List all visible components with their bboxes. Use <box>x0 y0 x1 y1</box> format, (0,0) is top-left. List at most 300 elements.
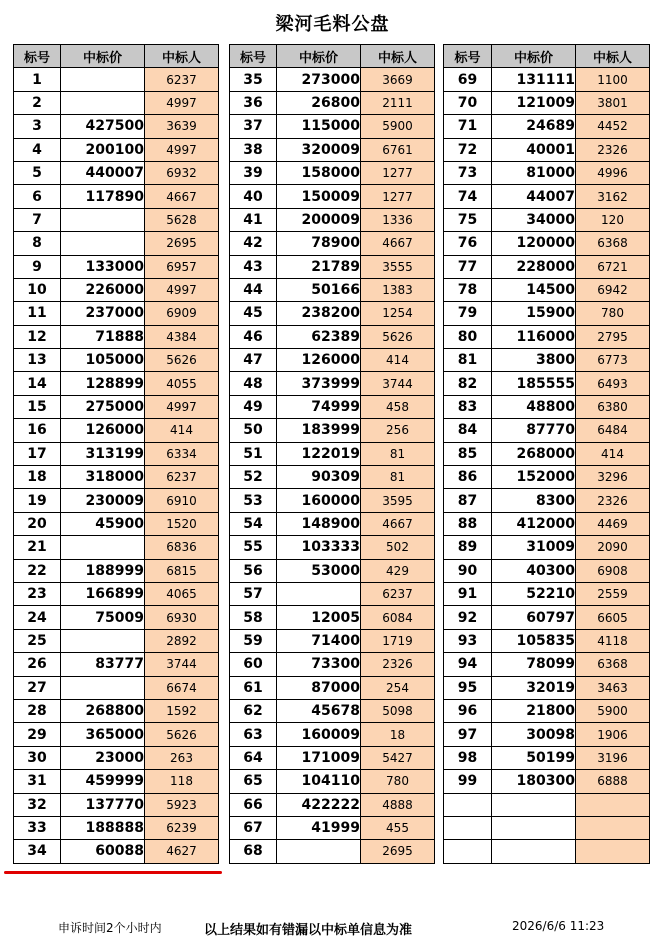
winner-id-cell: 6334 <box>145 442 219 465</box>
winner-id-cell: 6908 <box>576 559 650 582</box>
winner-id-cell: 6932 <box>145 161 219 184</box>
winner-id-cell: 2326 <box>576 138 650 161</box>
winner-id-cell: 3463 <box>576 676 650 699</box>
lot-number-cell: 52 <box>230 466 277 489</box>
table-row <box>14 746 219 769</box>
winning-price-cell: 365000 <box>61 723 145 746</box>
winner-id-cell: 81 <box>361 466 435 489</box>
table-row <box>14 653 219 676</box>
lot-number-cell: 78 <box>444 278 492 301</box>
winner-id-cell: 6721 <box>576 255 650 278</box>
winner-id-cell <box>576 793 650 816</box>
table-row <box>230 489 435 512</box>
winner-id-cell: 3744 <box>361 372 435 395</box>
winning-price-cell <box>61 676 145 699</box>
winning-price-cell: 34000 <box>492 208 576 231</box>
header-no: 标号 <box>230 45 277 68</box>
table-row <box>444 68 650 91</box>
winner-id-cell <box>576 840 650 863</box>
winning-price-cell: 14500 <box>492 278 576 301</box>
table-row <box>230 699 435 722</box>
winner-id-cell: 254 <box>361 676 435 699</box>
winning-price-cell: 228000 <box>492 255 576 278</box>
winner-id-cell: 6484 <box>576 419 650 442</box>
lot-number-cell: 72 <box>444 138 492 161</box>
winner-id-cell: 4667 <box>361 232 435 255</box>
winning-price-cell: 45678 <box>277 699 361 722</box>
table-row <box>14 606 219 629</box>
lot-number-cell: 58 <box>230 606 277 629</box>
winner-id-cell: 429 <box>361 559 435 582</box>
lot-number-cell: 64 <box>230 746 277 769</box>
winner-id-cell: 2111 <box>361 91 435 114</box>
table-row <box>230 770 435 793</box>
winning-price-cell: 52210 <box>492 582 576 605</box>
winning-price-cell: 273000 <box>277 68 361 91</box>
lot-number-cell: 6 <box>14 185 61 208</box>
winner-id-cell: 6910 <box>145 489 219 512</box>
winning-price-cell: 226000 <box>61 278 145 301</box>
winner-id-cell: 1336 <box>361 208 435 231</box>
lot-number-cell: 82 <box>444 372 492 395</box>
table-row <box>444 746 650 769</box>
winning-price-cell: 320009 <box>277 138 361 161</box>
header-price: 中标价 <box>277 45 361 68</box>
winning-price-cell: 81000 <box>492 161 576 184</box>
winner-id-cell: 1906 <box>576 723 650 746</box>
table-row <box>14 699 219 722</box>
table-row <box>230 208 435 231</box>
winner-id-cell: 4997 <box>145 138 219 161</box>
winning-price-cell: 74999 <box>277 395 361 418</box>
winner-id-cell: 6237 <box>145 68 219 91</box>
lot-number-cell: 44 <box>230 278 277 301</box>
footer-appeal-note: 申诉时间2个小时内 <box>58 921 162 935</box>
winning-price-cell: 105000 <box>61 349 145 372</box>
table-row <box>14 91 219 114</box>
table-row <box>444 185 650 208</box>
winner-id-cell: 6773 <box>576 349 650 372</box>
table-row <box>14 676 219 699</box>
lot-number-cell: 79 <box>444 302 492 325</box>
lot-number-cell <box>444 816 492 839</box>
table-row <box>230 816 435 839</box>
table-row <box>444 489 650 512</box>
table-row <box>444 582 650 605</box>
winning-price-cell: 24689 <box>492 115 576 138</box>
winning-price-cell: 75009 <box>61 606 145 629</box>
winning-price-cell: 150009 <box>277 185 361 208</box>
lot-number-cell: 42 <box>230 232 277 255</box>
winner-id-cell: 256 <box>361 419 435 442</box>
table-row <box>230 185 435 208</box>
winner-id-cell: 2326 <box>576 489 650 512</box>
lot-number-cell: 49 <box>230 395 277 418</box>
winner-id-cell: 1592 <box>145 699 219 722</box>
lot-number-cell: 86 <box>444 466 492 489</box>
winner-id-cell: 458 <box>361 395 435 418</box>
results-table-3 <box>443 44 650 864</box>
table-row <box>14 372 219 395</box>
lot-number-cell: 35 <box>230 68 277 91</box>
table-row <box>230 582 435 605</box>
table-row <box>230 395 435 418</box>
lot-number-cell: 34 <box>14 840 61 863</box>
winning-price-cell: 87770 <box>492 419 576 442</box>
lot-number-cell: 80 <box>444 325 492 348</box>
winner-id-cell: 18 <box>361 723 435 746</box>
winning-price-cell: 158000 <box>277 161 361 184</box>
winning-price-cell: 40001 <box>492 138 576 161</box>
winning-price-cell: 122019 <box>277 442 361 465</box>
winner-id-cell: 780 <box>361 770 435 793</box>
winning-price-cell: 183999 <box>277 419 361 442</box>
winner-id-cell: 4118 <box>576 629 650 652</box>
winning-price-cell <box>277 840 361 863</box>
winner-id-cell: 5628 <box>145 208 219 231</box>
lot-number-cell: 88 <box>444 512 492 535</box>
table-row <box>230 232 435 255</box>
table-row <box>14 255 219 278</box>
table-row <box>14 115 219 138</box>
table-row <box>14 232 219 255</box>
table-row <box>230 746 435 769</box>
winner-id-cell: 6380 <box>576 395 650 418</box>
winning-price-cell: 268000 <box>492 442 576 465</box>
table-row <box>14 770 219 793</box>
lot-number-cell: 59 <box>230 629 277 652</box>
table-row <box>444 840 650 863</box>
lot-number-cell: 85 <box>444 442 492 465</box>
winner-id-cell: 3196 <box>576 746 650 769</box>
winning-price-cell: 12005 <box>277 606 361 629</box>
table-row <box>444 395 650 418</box>
winner-id-cell: 6605 <box>576 606 650 629</box>
lot-number-cell: 28 <box>14 699 61 722</box>
table-row <box>14 395 219 418</box>
winner-id-cell: 6239 <box>145 816 219 839</box>
winner-id-cell: 4997 <box>145 278 219 301</box>
winner-id-cell: 3296 <box>576 466 650 489</box>
table-row <box>444 559 650 582</box>
lot-number-cell: 94 <box>444 653 492 676</box>
lot-number-cell: 41 <box>230 208 277 231</box>
winner-id-cell: 3669 <box>361 68 435 91</box>
table-row <box>444 512 650 535</box>
winning-price-cell: 78900 <box>277 232 361 255</box>
winning-price-cell: 104110 <box>277 770 361 793</box>
winning-price-cell: 115000 <box>277 115 361 138</box>
table-row <box>444 91 650 114</box>
lot-number-cell: 19 <box>14 489 61 512</box>
winner-id-cell: 4997 <box>145 91 219 114</box>
table-row <box>14 185 219 208</box>
winning-price-cell: 45900 <box>61 512 145 535</box>
lot-number-cell: 51 <box>230 442 277 465</box>
winning-price-cell: 120000 <box>492 232 576 255</box>
winning-price-cell: 62389 <box>277 325 361 348</box>
winner-id-cell: 1100 <box>576 68 650 91</box>
winning-price-cell <box>61 68 145 91</box>
table-row <box>444 138 650 161</box>
header-price: 中标价 <box>61 45 145 68</box>
table-row <box>230 442 435 465</box>
winning-price-cell: 131111 <box>492 68 576 91</box>
winner-id-cell: 2326 <box>361 653 435 676</box>
lot-number-cell: 96 <box>444 699 492 722</box>
winner-id-cell: 6368 <box>576 653 650 676</box>
winner-id-cell: 5923 <box>145 793 219 816</box>
highlight-underline <box>4 871 222 874</box>
lot-number-cell: 45 <box>230 302 277 325</box>
lot-number-cell: 56 <box>230 559 277 582</box>
lot-number-cell: 83 <box>444 395 492 418</box>
winner-id-cell: 6888 <box>576 770 650 793</box>
lot-number-cell: 27 <box>14 676 61 699</box>
table-row <box>444 232 650 255</box>
lot-number-cell: 63 <box>230 723 277 746</box>
lot-number-cell: 53 <box>230 489 277 512</box>
winner-id-cell: 4888 <box>361 793 435 816</box>
winner-id-cell: 4667 <box>145 185 219 208</box>
table-row <box>230 653 435 676</box>
table-header-row <box>14 45 219 68</box>
lot-number-cell: 50 <box>230 419 277 442</box>
lot-number-cell: 61 <box>230 676 277 699</box>
table-row <box>14 793 219 816</box>
results-table-1 <box>13 44 219 864</box>
lot-number-cell: 99 <box>444 770 492 793</box>
table-row <box>444 653 650 676</box>
table-row <box>230 512 435 535</box>
winner-id-cell: 5900 <box>361 115 435 138</box>
winner-id-cell <box>576 816 650 839</box>
winner-id-cell: 4452 <box>576 115 650 138</box>
winner-id-cell: 4065 <box>145 582 219 605</box>
lot-number-cell: 32 <box>14 793 61 816</box>
table-row <box>14 466 219 489</box>
winning-price-cell: 31009 <box>492 536 576 559</box>
table-row <box>230 793 435 816</box>
winner-id-cell: 2695 <box>361 840 435 863</box>
winner-id-cell: 6815 <box>145 559 219 582</box>
table-row <box>230 466 435 489</box>
winner-id-cell: 6493 <box>576 372 650 395</box>
lot-number-cell: 87 <box>444 489 492 512</box>
lot-number-cell <box>444 793 492 816</box>
lot-number-cell: 21 <box>14 536 61 559</box>
lot-number-cell: 18 <box>14 466 61 489</box>
winning-price-cell: 60088 <box>61 840 145 863</box>
winning-price-cell: 48800 <box>492 395 576 418</box>
table-row <box>444 349 650 372</box>
table-row <box>444 629 650 652</box>
winner-id-cell: 6957 <box>145 255 219 278</box>
table-row <box>230 559 435 582</box>
winning-price-cell: 53000 <box>277 559 361 582</box>
lot-number-cell: 14 <box>14 372 61 395</box>
lot-number-cell: 22 <box>14 559 61 582</box>
winner-id-cell: 5427 <box>361 746 435 769</box>
lot-number-cell: 57 <box>230 582 277 605</box>
table-row <box>444 816 650 839</box>
winning-price-cell: 318000 <box>61 466 145 489</box>
table-row <box>230 419 435 442</box>
table-row <box>444 536 650 559</box>
winner-id-cell: 2695 <box>145 232 219 255</box>
lot-number-cell: 39 <box>230 161 277 184</box>
table-row <box>230 676 435 699</box>
lot-number-cell: 13 <box>14 349 61 372</box>
winner-id-cell: 1520 <box>145 512 219 535</box>
winner-id-cell: 120 <box>576 208 650 231</box>
table-row <box>444 419 650 442</box>
table-row <box>230 302 435 325</box>
lot-number-cell: 30 <box>14 746 61 769</box>
winner-id-cell: 414 <box>576 442 650 465</box>
table-row <box>444 372 650 395</box>
winner-id-cell: 1254 <box>361 302 435 325</box>
winner-id-cell: 5098 <box>361 699 435 722</box>
winning-price-cell: 440007 <box>61 161 145 184</box>
winner-id-cell: 4996 <box>576 161 650 184</box>
winning-price-cell: 200009 <box>277 208 361 231</box>
winning-price-cell: 313199 <box>61 442 145 465</box>
table-row <box>444 278 650 301</box>
table-row <box>14 536 219 559</box>
lot-number-cell: 5 <box>14 161 61 184</box>
table-row <box>14 161 219 184</box>
winning-price-cell: 103333 <box>277 536 361 559</box>
table-row <box>14 302 219 325</box>
winner-id-cell: 5626 <box>145 723 219 746</box>
lot-number-cell <box>444 840 492 863</box>
winner-id-cell: 118 <box>145 770 219 793</box>
winner-id-cell: 3639 <box>145 115 219 138</box>
winner-id-cell: 4667 <box>361 512 435 535</box>
footer-disclaimer: 以上结果如有错漏以中标单信息为准 <box>204 923 413 938</box>
lot-number-cell: 54 <box>230 512 277 535</box>
winner-id-cell: 3555 <box>361 255 435 278</box>
lot-number-cell: 69 <box>444 68 492 91</box>
winner-id-cell: 3801 <box>576 91 650 114</box>
winning-price-cell: 50166 <box>277 278 361 301</box>
winner-id-cell: 3162 <box>576 185 650 208</box>
header-winner: 中标人 <box>145 45 219 68</box>
table-row <box>230 278 435 301</box>
lot-number-cell: 77 <box>444 255 492 278</box>
winner-id-cell: 2559 <box>576 582 650 605</box>
lot-number-cell: 9 <box>14 255 61 278</box>
winner-id-cell: 4055 <box>145 372 219 395</box>
winner-id-cell: 3595 <box>361 489 435 512</box>
winning-price-cell: 188888 <box>61 816 145 839</box>
winner-id-cell: 4997 <box>145 395 219 418</box>
winning-price-cell: 166899 <box>61 582 145 605</box>
winning-price-cell: 237000 <box>61 302 145 325</box>
lot-number-cell: 33 <box>14 816 61 839</box>
lot-number-cell: 90 <box>444 559 492 582</box>
lot-number-cell: 10 <box>14 278 61 301</box>
table-row <box>230 840 435 863</box>
lot-number-cell: 11 <box>14 302 61 325</box>
lot-number-cell: 38 <box>230 138 277 161</box>
lot-number-cell: 12 <box>14 325 61 348</box>
winning-price-cell: 71888 <box>61 325 145 348</box>
lot-number-cell: 40 <box>230 185 277 208</box>
lot-number-cell: 70 <box>444 91 492 114</box>
lot-number-cell: 29 <box>14 723 61 746</box>
lot-number-cell: 62 <box>230 699 277 722</box>
header-no: 标号 <box>444 45 492 68</box>
winner-id-cell: 6368 <box>576 232 650 255</box>
lot-number-cell: 2 <box>14 91 61 114</box>
winning-price-cell: 44007 <box>492 185 576 208</box>
winning-price-cell: 87000 <box>277 676 361 699</box>
lot-number-cell: 71 <box>444 115 492 138</box>
winner-id-cell: 1719 <box>361 629 435 652</box>
winning-price-cell: 50199 <box>492 746 576 769</box>
lot-number-cell: 26 <box>14 653 61 676</box>
winning-price-cell: 83777 <box>61 653 145 676</box>
table-row <box>14 278 219 301</box>
winner-id-cell: 414 <box>145 419 219 442</box>
winner-id-cell: 5626 <box>145 349 219 372</box>
winning-price-cell: 41999 <box>277 816 361 839</box>
winning-price-cell: 268800 <box>61 699 145 722</box>
winner-id-cell: 455 <box>361 816 435 839</box>
winner-id-cell: 1277 <box>361 161 435 184</box>
winning-price-cell: 8300 <box>492 489 576 512</box>
winning-price-cell <box>61 536 145 559</box>
table-row <box>444 255 650 278</box>
lot-number-cell: 60 <box>230 653 277 676</box>
winning-price-cell: 126000 <box>61 419 145 442</box>
header-winner: 中标人 <box>576 45 650 68</box>
winner-id-cell: 5626 <box>361 325 435 348</box>
table-row <box>14 512 219 535</box>
table-row <box>230 325 435 348</box>
table-row <box>14 489 219 512</box>
table-header-row <box>444 45 650 68</box>
winner-id-cell: 1277 <box>361 185 435 208</box>
winning-price-cell: 21789 <box>277 255 361 278</box>
winner-id-cell: 2090 <box>576 536 650 559</box>
header-winner: 中标人 <box>361 45 435 68</box>
winning-price-cell: 78099 <box>492 653 576 676</box>
table-row <box>230 68 435 91</box>
table-row <box>444 208 650 231</box>
winner-id-cell: 6237 <box>361 582 435 605</box>
lot-number-cell: 46 <box>230 325 277 348</box>
table-row <box>14 816 219 839</box>
table-row <box>230 606 435 629</box>
lot-number-cell: 17 <box>14 442 61 465</box>
lot-number-cell: 55 <box>230 536 277 559</box>
table-row <box>14 442 219 465</box>
winning-price-cell: 185555 <box>492 372 576 395</box>
winning-price-cell <box>492 793 576 816</box>
winning-price-cell: 26800 <box>277 91 361 114</box>
winning-price-cell: 21800 <box>492 699 576 722</box>
lot-number-cell: 73 <box>444 161 492 184</box>
lot-number-cell: 48 <box>230 372 277 395</box>
page-title: 梁河毛料公盘 <box>275 14 390 35</box>
winner-id-cell: 3744 <box>145 653 219 676</box>
winning-price-cell: 459999 <box>61 770 145 793</box>
winning-price-cell: 188999 <box>61 559 145 582</box>
winning-price-cell: 121009 <box>492 91 576 114</box>
